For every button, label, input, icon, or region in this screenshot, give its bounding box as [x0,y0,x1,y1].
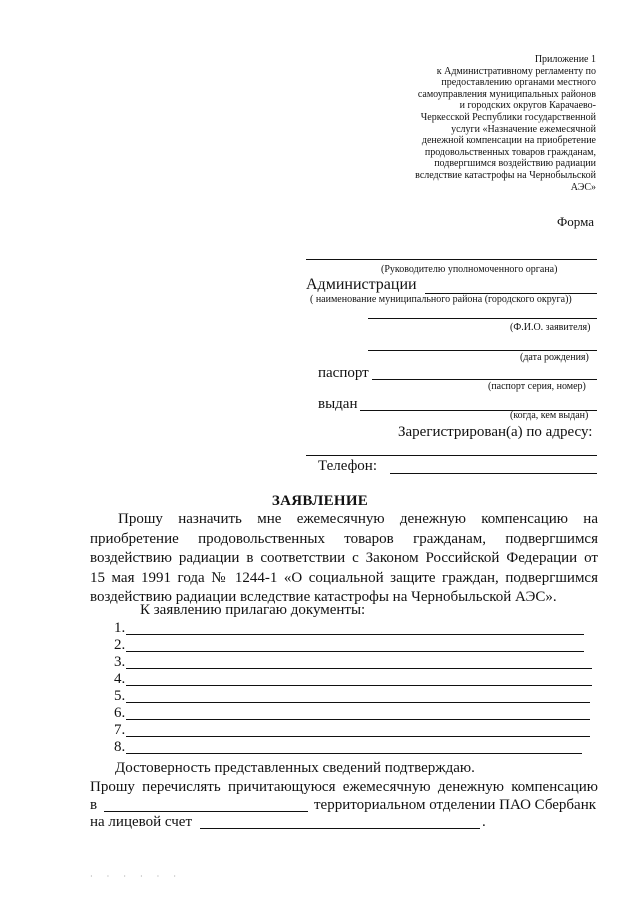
doc-number: 7. [114,722,126,738]
account-label: на лицевой счет [90,814,193,830]
transfer-suffix: территориальном отделении ПАО Сбербанк [314,797,597,813]
admin-caption: ( наименование муниципального района (городского округа)) [310,294,572,305]
transfer-paragraph [90,778,598,798]
request-line: приобретение продовольственных товаров гражданам, подвергшимся [90,530,598,547]
appendix-line: вследствие катастрофы на Чернобыльской [415,169,596,181]
registered-label: Зарегистрирован(а) по адресу: [398,424,593,440]
appendix-line: подвергшимся воздействию радиации [434,158,596,170]
appendix-line: АЭС» [570,181,596,193]
request-line: 15 мая 1991 года № 1244-1 «О социальной защите граждан, подвергшимся [90,569,598,586]
doc-field[interactable] [126,685,592,686]
attach-text: К заявлению прилагаю документы: [140,602,366,618]
dob-caption: (дата рождения) [520,352,589,363]
fio-caption: (Ф.И.О. заявителя) [510,322,591,333]
appendix-line: Приложение 1 [534,54,596,65]
request-line: воздействию радиации в соответствии с Законом Российской Федерации от [90,550,598,566]
phone-label: Телефон: [318,458,377,474]
appendix-line: и городских округов Карачаево- [459,100,596,112]
appendix-line: Черкесской Республики государственной [420,111,596,123]
account-field[interactable] [200,828,480,829]
scan-artifact: · · · · · · [90,872,182,881]
doc-number: 5. [114,688,126,704]
doc-number: 8. [114,739,126,755]
passport-label: паспорт [318,365,369,381]
transfer-prefix: в [90,797,98,813]
doc-field[interactable] [126,668,592,669]
doc-field[interactable] [126,702,590,703]
phone-field[interactable] [390,473,597,474]
head-caption: (Руководителю уполномоченного органа) [381,264,558,275]
doc-field[interactable] [126,651,584,652]
doc-number: 2. [114,637,126,653]
address-field[interactable] [306,455,597,456]
appendix-line: предоставлению органами местного [441,77,596,89]
doc-field[interactable] [126,634,584,635]
request-line: воздействию радиации вследствие катастрофы на Чернобыльской АЭС». [90,589,557,605]
appendix-line: к Административному регламенту по [436,65,596,77]
head-name-field[interactable] [306,259,597,260]
appendix-line: продовольственных товаров гражданам, [424,146,596,158]
doc-number: 6. [114,705,126,721]
fio-field[interactable] [368,318,597,319]
request-paragraph [90,510,598,608]
form-label: Форма [557,214,594,229]
account-end: . [482,814,486,830]
doc-number: 4. [114,671,126,687]
confirm-text: Достоверность представленных сведений подтверждаю. [115,760,475,776]
appendix-line: услуги «Назначение ежемесячной [451,123,596,135]
appendix-line: самоуправления муниципальных районов [417,88,596,100]
passport-field[interactable] [372,379,597,380]
admin-label: Администрации [306,276,417,293]
issued-label: выдан [318,396,358,412]
doc-field[interactable] [126,753,582,754]
transfer-line: Прошу перечислять причитающуюся ежемесячную денежную компенсацию [90,779,598,795]
doc-field[interactable] [126,736,590,737]
branch-field[interactable] [104,811,308,812]
dob-field[interactable] [368,350,597,351]
request-line: Прошу назначить мне ежемесячную денежную компенсацию на [118,511,598,527]
passport-caption: (паспорт серия, номер) [488,381,586,392]
doc-field[interactable] [126,719,590,720]
appendix-block [366,54,596,193]
appendix-line: денежной компенсации на приобретение [421,135,596,147]
doc-number: 1. [114,620,126,636]
issued-caption: (когда, кем выдан) [510,410,589,421]
document-title: ЗАЯВЛЕНИЕ [271,493,369,509]
doc-number: 3. [114,654,126,670]
